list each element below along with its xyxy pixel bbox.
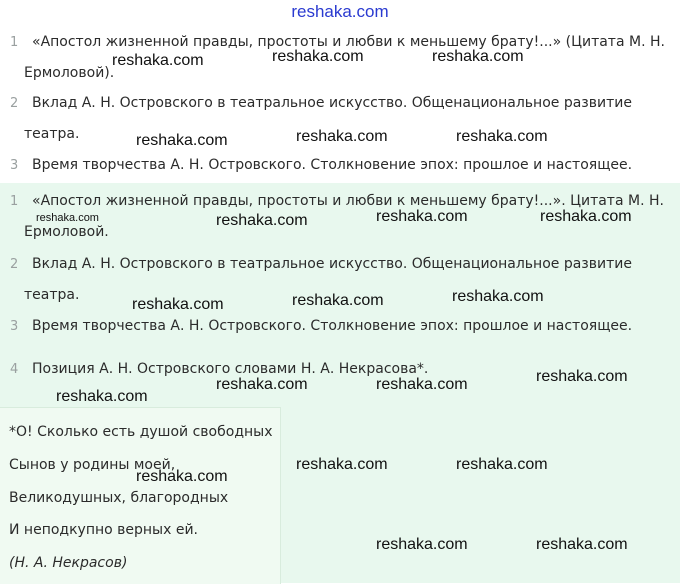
item-text-line1: Вклад А. Н. Островского в театральное искусство. Общенациональное развитие [32, 256, 632, 272]
watermark: reshaka.com [132, 296, 224, 313]
watermark: reshaka.com [452, 288, 544, 305]
item-text-line1: «Апостол жизненной правды, простоты и любви к меньшему брату!...» (Цитата М. Н. [32, 34, 665, 50]
watermark: reshaka.com [136, 132, 228, 149]
watermark: reshaka.com [432, 48, 524, 65]
poem-line: И неподкупно верных ей. [9, 522, 199, 538]
item-text-line2: Ермоловой). [24, 65, 115, 81]
item-text-line1: Вклад А. Н. Островского в театральное искусство. Общенациональное развитие [32, 95, 632, 111]
watermark: reshaka.com [292, 292, 384, 309]
item-text-line1: Время творчества А. Н. Островского. Столкновение эпох: прошлое и настоящее. [32, 157, 633, 173]
item-number: 2 [10, 257, 19, 272]
watermark: reshaka.com [376, 536, 468, 553]
item-text-line2: театра. [24, 126, 80, 142]
watermark: reshaka.com [296, 128, 388, 145]
item-text-line2: Ермоловой. [24, 224, 109, 240]
item-text-line1: Время творчества А. Н. Островского. Столкновение эпох: прошлое и настоящее. [32, 318, 633, 334]
item-number: 1 [10, 194, 19, 209]
watermark: reshaka.com [136, 468, 228, 485]
item-number: 3 [10, 158, 19, 173]
item-text-line1: Позиция А. Н. Островского словами Н. А. Некрасова*. [32, 361, 429, 377]
watermark: reshaka.com [376, 376, 468, 393]
poem-author: (Н. А. Некрасов) [9, 555, 128, 571]
watermark: reshaka.com [112, 52, 204, 69]
watermark: reshaka.com [376, 208, 468, 225]
watermark: reshaka.com [56, 388, 148, 405]
watermark: reshaka.com [36, 212, 99, 224]
poem-line: Великодушных, благородных [9, 490, 229, 506]
item-number: 4 [10, 362, 19, 377]
plan-b-item-3 [10, 311, 670, 342]
poem-line: Сынов у родины моей, [9, 457, 176, 473]
watermark: reshaka.com [540, 208, 632, 225]
item-text-line2: театра. [24, 287, 80, 303]
watermark: reshaka.com [536, 536, 628, 553]
watermark: reshaka.com [536, 368, 628, 385]
item-number: 1 [10, 35, 19, 50]
watermark: reshaka.com [456, 456, 548, 473]
item-text-line1: «Апостол жизненной правды, простоты и любви к меньшему брату!...». Цитата М. Н. [32, 193, 664, 209]
watermark: reshaka.com [456, 128, 548, 145]
plan-a-item-3 [10, 150, 670, 181]
watermark: reshaka.com [296, 456, 388, 473]
item-number: 3 [10, 319, 19, 334]
poem-line: *О! Сколько есть душой свободных [9, 424, 273, 440]
watermark: reshaka.com [216, 212, 308, 229]
site-header-watermark: reshaka.com [291, 2, 389, 21]
poem-quote-box [0, 407, 281, 584]
watermark: reshaka.com [216, 376, 308, 393]
watermark: reshaka.com [272, 48, 364, 65]
item-number: 2 [10, 96, 19, 111]
